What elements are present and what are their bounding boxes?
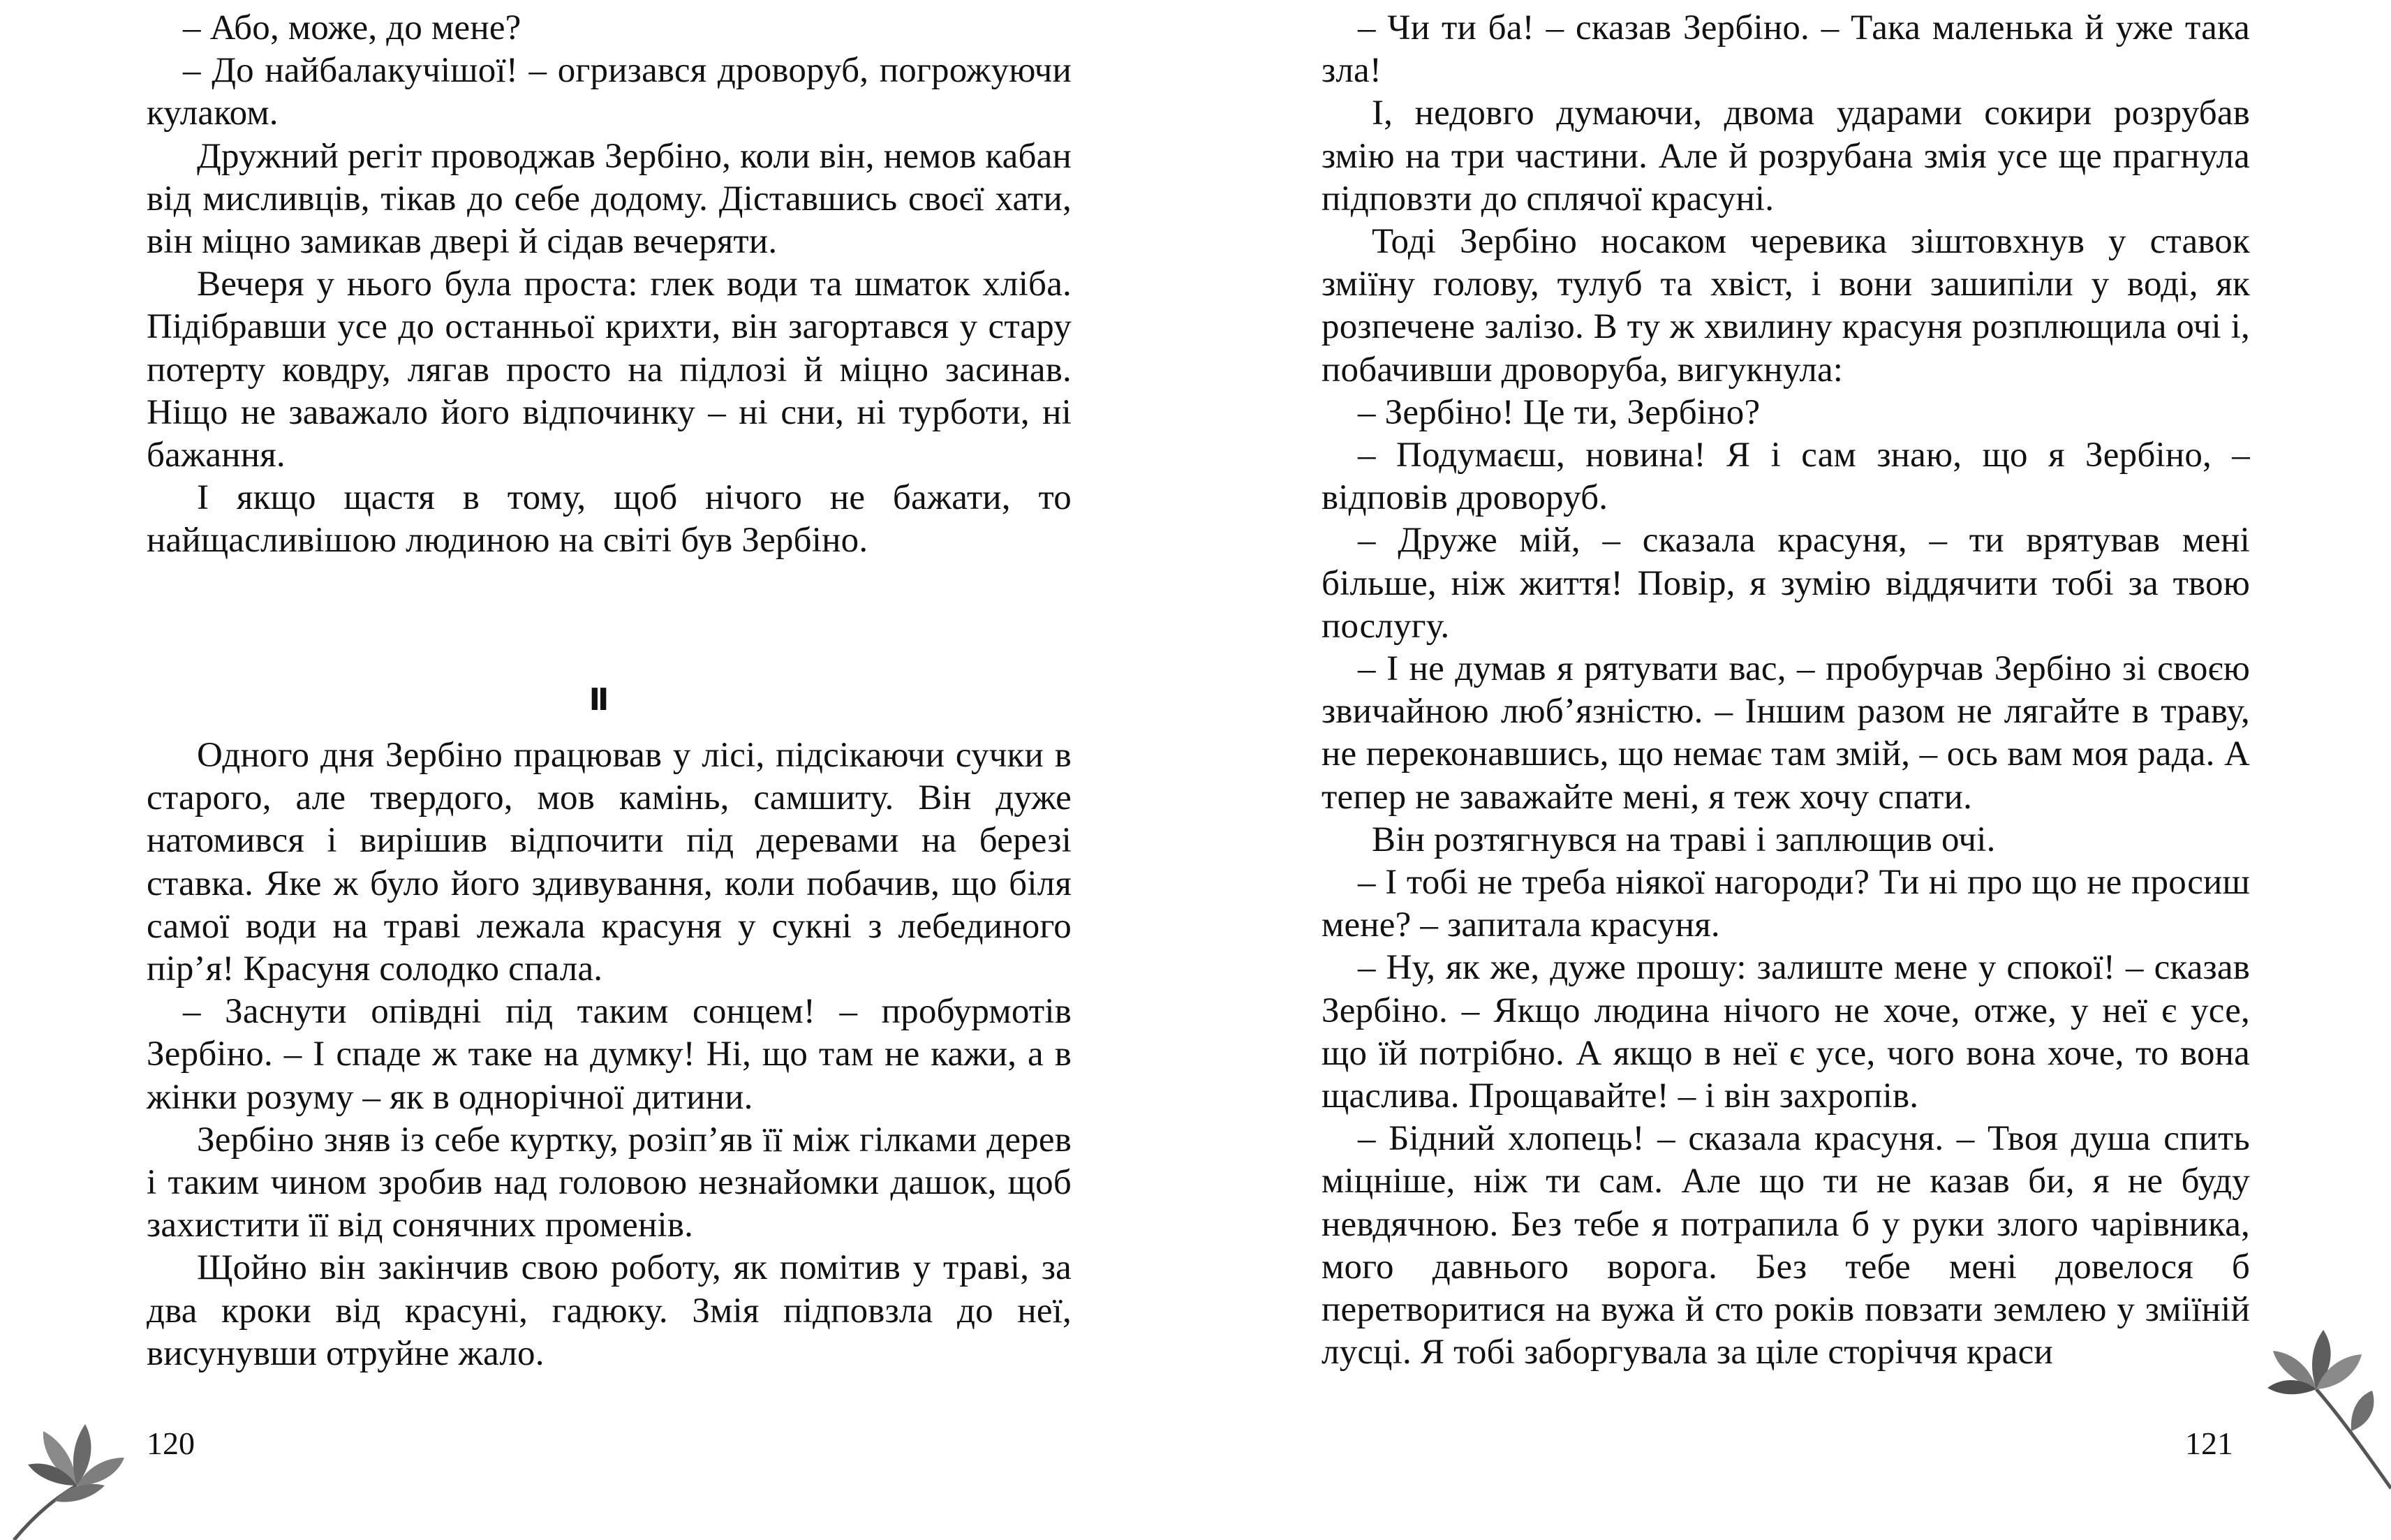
paragraph: – Зербіно! Це ти, Зербіно? [1358, 392, 1761, 432]
paragraph: – Чи ти ба! – сказав Зербіно. – Така маленька й уже така зла! [1322, 8, 2250, 91]
paragraph: – Друже мій, – сказала красуня, – ти врятував мені більше, ніж життя! Повір, я зумію віддячити тобі за твою послугу. [1322, 521, 2250, 646]
chapter-heading: II [589, 682, 607, 718]
paragraph: – Або, може, до мене? [183, 8, 521, 47]
paragraph: – І тобі не треба ніякої нагороди? Ти ні про що не просиш мене? – запитала красуня. [1322, 863, 2250, 945]
paragraph: Вечеря у нього була проста: глек води та шматок хліба. Підібравши усе до останньої крихти, він загортався у стару потерту ковдру, лягав просто на підлозі й міцно засинав. Ніщо не заважало його відпочинку – ні сни, ні турботи, ні бажання. [147, 265, 1072, 475]
flower-icon [0, 1403, 133, 1540]
right-page [1196, 0, 2391, 1540]
paragraph: Щойно він закінчив свою роботу, як помітив у траві, за два кроки від красуні, гадюку. Змія підповзла до неї, висунувши отруйне жало. [147, 1248, 1072, 1373]
paragraph: Зербіно зняв із себе куртку, розіп’яв її між гілками дерев і таким чином зробив над головою незнайомки дашок, щоб захистити її від сонячних променів. [147, 1120, 1072, 1245]
left-page [0, 0, 1195, 1540]
right-text-block [1322, 7, 2250, 1375]
paragraph: І, недовго думаючи, двома ударами сокири розрубав змію на три частини. Але й розрубана змія усе ще прагнула підповзти до сплячої красуні. [1322, 94, 2250, 219]
paragraph: – І не думав я рятувати вас, – пробурчав Зербіно зі своєю звичайною люб’язністю. – Іншим разом не лягайте в траву, не переконавшись, що немає там змій, – ось вам моя рада. А тепер не заважайте мені, я теж хочу спати. [1322, 649, 2250, 817]
left-text-block-top [147, 7, 1072, 563]
paragraph: – До найбалакучішої! – огризався дроворуб, погрожуючи кулаком. [147, 51, 1072, 133]
paragraph: – Ну, як же, дуже прошу: залиште мене у спокої! – сказав Зербіно. – Якщо людина нічого не хоче, отже, у неї є усе, що їй потрібно. А якщо в неї є усе, чого вона хоче, то вона щаслива. Прощавайте! – і він захропів. [1322, 948, 2250, 1116]
paragraph: Тоді Зербіно носаком черевика зіштовхнув у ставок зміїну голову, тулуб та хвіст, і вони зашипіли у воді, як розпечене залізо. В ту ж хвилину красуня розплющила очі і, побачивши дроворуба, вигукнула: [1322, 222, 2250, 390]
paragraph: Дружний регіт проводжав Зербіно, коли він, немов кабан від мисливців, тікав до себе додому. Діставшись своєї хати, він міцно замикав двері й сідав вечеряти. [147, 136, 1072, 262]
paragraph: Він розтягнувся на траві і заплющив очі. [1372, 820, 1996, 859]
page-number-left: 120 [147, 1426, 195, 1461]
paragraph: І якщо щастя в тому, щоб нічого не бажати, то найщасливішою людиною на світі був Зербіно. [147, 478, 1072, 561]
flower-icon [2267, 1326, 2391, 1494]
paragraph: – Подумаєш, новина! Я і сам знаю, що я Зербіно, – відповів дроворуб. [1322, 436, 2250, 518]
paragraph: – Бідний хлопець! – сказала красуня. – Твоя душа спить міцніше, ніж ти сам. Але що ти не казав би, я не буду невдячною. Без тебе я потрапила б у руки злого чарівника, мого давнього ворога. Без тебе мені довелося б перетворитися на вужа й сто років повзати землею у зміїній лусці. Я тобі заборгувала за ціле сторіччя краси [1322, 1119, 2250, 1372]
paragraph: Одного дня Зербіно працював у лісі, підсікаючи сучки в старого, але твердого, мов камінь, самшиту. Він дуже натомився і вирішив відпочити під деревами на березі ставка. Яке ж було його здивування, коли побачив, що біля самої води на траві лежала красуня у сукні з лебединого пір’я! Красуня солодко спала. [147, 736, 1072, 989]
left-text-block-bottom [147, 734, 1072, 1375]
paragraph: – Заснути опівдні під таким сонцем! – пробурмотів Зербіно. – І спаде ж таке на думку! Ні, що там не кажи, а в жінки розуму – як в однорічної дитини. [147, 992, 1072, 1117]
page-number-right: 121 [2185, 1426, 2233, 1461]
